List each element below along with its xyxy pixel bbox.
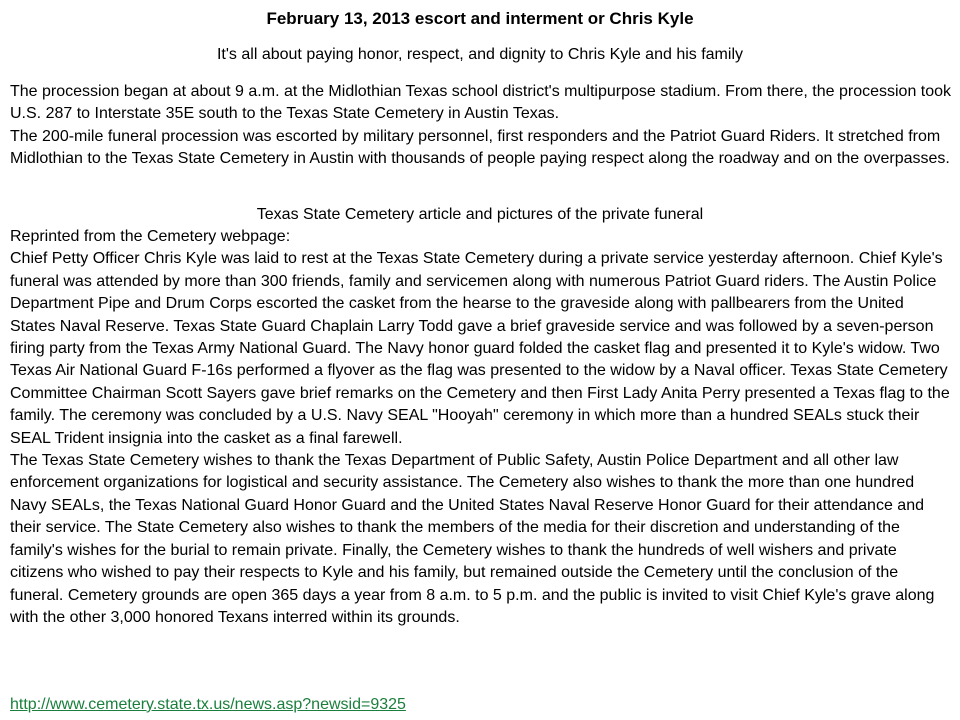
page-title: February 13, 2013 escort and interment or Chris Kyle — [266, 9, 694, 28]
reprint-note: Reprinted from the Cemetery webpage: — [10, 228, 291, 245]
article-heading: Texas State Cemetery article and pictures of the private funeral — [256, 206, 704, 223]
source-link[interactable]: http://www.cemetery.state.tx.us/news.asp?newsid=9325 — [10, 696, 406, 713]
article-section — [10, 226, 952, 629]
article-paragraph-service: Chief Petty Officer Chris Kyle was laid to rest at the Texas State Cemetery during a private service yesterday afternoon. Chief Kyle's funeral was attended by more than 300 friends, family and servicemen along with numerous Patriot Guard riders. The Austin Police Department Pipe and Drum Corps escorted the casket from the hearse to the graveside along with pallbearers from the United States Naval Reserve. Texas State Guard Chaplain Larry Todd gave a brief graveside service and was followed by a seven-person firing party from the Texas Army National Guard. The Navy honor guard folded the casket flag and presented it to Kyle's widow. Two Texas Air National Guard F-16s performed a flyover as the flag was presented to the widow by a Naval officer. Texas State Cemetery Committee Chairman Scott Sayers gave brief remarks on the Cemetery and then First Lady Anita Perry presented a Texas flag to the family. The ceremony was concluded by a U.S. Navy SEAL "Hooyah" ceremony in which more than a hundred SEALs stuck their SEAL Trident insignia into the casket as a final farewell. — [10, 250, 950, 447]
page-subtitle: It's all about paying honor, respect, and dignity to Chris Kyle and his family — [216, 46, 743, 63]
intro-paragraph-procession: The procession began at about 9 a.m. at the Midlothian Texas school district's multipurpose stadium. From there, the procession took U.S. 287 to Interstate 35E south to the Texas State Cemetery in Austin Texas. — [10, 83, 952, 123]
intro-section — [10, 81, 952, 170]
article-paragraph-thanks: The Texas State Cemetery wishes to thank the Texas Department of Public Safety, Austin Police Department and all other law enforcement organizations for logistical and security assistance. The Cemetery also wishes to thank the more than one hundred Navy SEALs, the Texas National Guard Honor Guard and the United States Naval Reserve Honor Guard for their attendance and their service. The State Cemetery also wishes to thank the members of the media for their discretion and understanding of the family's wishes for the burial to remain private. Finally, the Cemetery wishes to thank the hundreds of well wishers and private citizens who wished to pay their respects to Kyle and his family, but remained outside the Cemetery until the conclusion of the funeral. Cemetery grounds are open 365 days a year from 8 a.m. to 5 p.m. and the public is invited to visit Chief Kyle's grave along with the other 3,000 honored Texans interred within its grounds. — [10, 452, 935, 626]
intro-paragraph-escort: The 200-mile funeral procession was escorted by military personnel, first responders and the Patriot Guard Riders. It stretched from Midlothian to the Texas State Cemetery in Austin with thousands of people paying respect along the roadway and on the overpasses. — [10, 127, 950, 167]
